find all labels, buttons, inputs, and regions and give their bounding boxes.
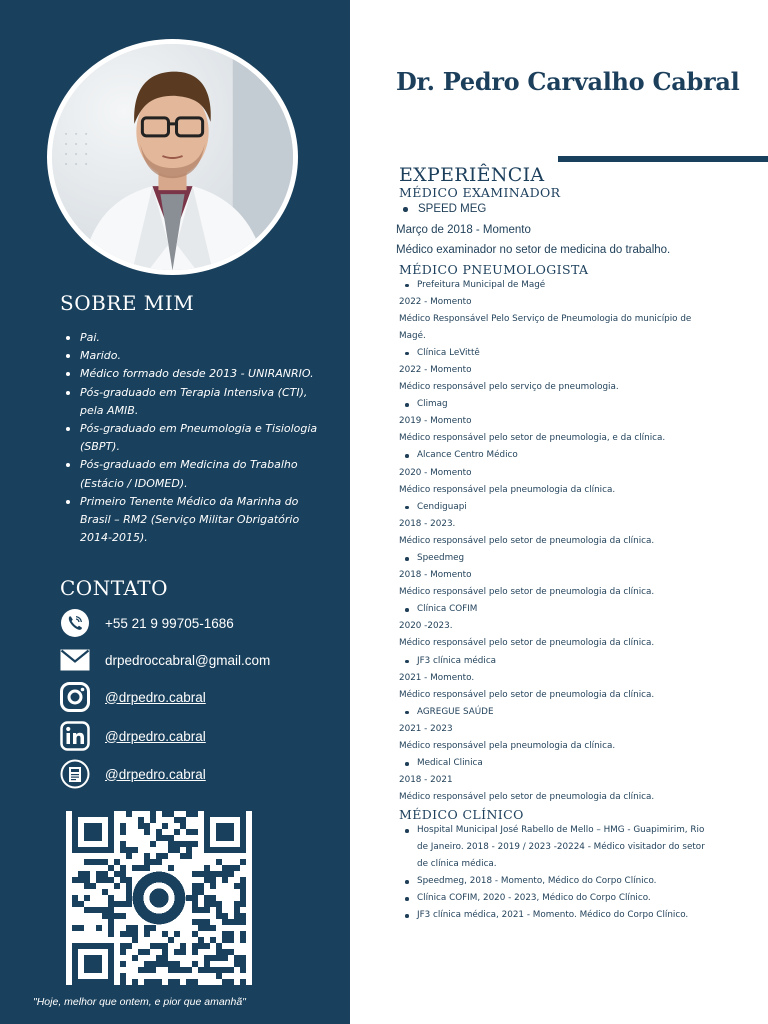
job-place: Clínica COFIM	[399, 601, 756, 618]
job-description: Médico examinador no setor de medicina do trabalho.	[396, 244, 671, 256]
job-period: Março de 2018 - Momento	[396, 223, 531, 236]
contact-instagram[interactable]	[60, 682, 206, 712]
job-period: 2020 - Momento	[399, 467, 472, 478]
instagram-icon	[60, 682, 90, 712]
about-item: Marido.	[62, 347, 324, 365]
main-content	[396, 165, 756, 924]
clinico-item: Hospital Municipal José Rabello de Mello – HMG - Guapimirim, Rio de Janeiro. 2018 - 2019 / 2023 -20224 - Médico visitador do setor de clínica médica.	[399, 822, 716, 873]
role-pneumologista: MÉDICO PNEUMOLOGISTA	[399, 261, 589, 277]
phone-icon	[60, 608, 90, 638]
job-description: Médico responsável pelo serviço de pneumologia.	[399, 382, 619, 393]
job-place: Climag	[399, 396, 756, 413]
job-period: 2018 - Momento	[399, 570, 472, 581]
about-item: Pós-graduado em Terapia Intensiva (CTI), pela AMIB.	[62, 384, 324, 420]
job-place: Clínica LeVittê	[399, 345, 756, 362]
site-link[interactable]: @drpedro.cabral	[105, 766, 206, 782]
email-text: drpedroccabral@gmail.com	[105, 652, 271, 668]
clinico-item: JF3 clínica médica, 2021 - Momento. Médico do Corpo Clínico.	[399, 907, 716, 924]
job-place: Medical Clinica	[399, 755, 756, 772]
role-examinador: MÉDICO EXAMINADOR	[399, 185, 561, 200]
job-place: Alcance Centro Médico	[399, 447, 756, 464]
clinico-item: Speedmeg, 2018 - Momento, Médico do Corpo Clínico.	[399, 873, 716, 890]
job-description: Médico Responsável Pelo Serviço de Pneumologia do município de Magé.	[399, 313, 692, 341]
contact-heading: CONTATO	[60, 576, 169, 600]
job-period: 2018 - 2023.	[399, 518, 456, 529]
job-entry	[399, 755, 756, 806]
job-description: Médico responsável pelo setor de pneumologia da clínica.	[399, 535, 655, 546]
job-entry	[399, 601, 756, 652]
job-period: 2021 - 2023	[399, 723, 453, 734]
job-description: Médico responsável pelo setor de pneumologia da clínica.	[399, 638, 655, 649]
sidebar	[0, 0, 350, 1024]
job-entry	[399, 396, 756, 447]
job-place: JF3 clínica médica	[399, 653, 756, 670]
about-item: Pai.	[62, 329, 324, 347]
job-company: SPEED MEG	[396, 199, 756, 220]
pneumologista-jobs	[396, 277, 756, 807]
role-clinico: MÉDICO CLÍNICO	[399, 807, 524, 823]
qr-code-image	[66, 811, 252, 985]
job-place: Cendiguapi	[399, 499, 756, 516]
job-place: AGREGUE SAÚDE	[399, 704, 756, 721]
job-description: Médico responsável pela pneumologia da clínica.	[399, 484, 616, 495]
job-entry	[399, 550, 756, 601]
contact-site[interactable]	[60, 759, 206, 789]
job-description: Médico responsável pela pneumologia da clínica.	[399, 741, 616, 752]
job-period: 2021 - Momento.	[399, 672, 475, 683]
qr-code[interactable]	[60, 805, 258, 991]
job-entry	[399, 277, 756, 345]
about-item: Pós-graduado em Medicina do Trabalho (Estácio / IDOMED).	[62, 456, 324, 492]
contact-linkedin[interactable]	[60, 721, 206, 751]
portrait-image	[52, 44, 293, 270]
contact-email[interactable]	[60, 645, 270, 675]
person-name: Dr. Pedro Carvalho Cabral	[396, 67, 740, 96]
job-description: Médico responsável pelo setor de pneumologia da clínica.	[399, 587, 655, 598]
about-heading: SOBRE MIM	[60, 291, 195, 315]
job-entry	[399, 499, 756, 550]
job-entry	[399, 345, 756, 396]
job-description: Médico responsável pelo setor de pneumologia, e da clínica.	[399, 433, 666, 444]
mail-icon	[60, 645, 90, 675]
linkedin-link[interactable]: @drpedro.cabral	[105, 728, 206, 744]
accent-bar	[558, 156, 768, 162]
phone-text: +55 21 9 99705-1686	[105, 615, 234, 631]
job-description: Médico responsável pelo setor de pneumologia da clínica.	[399, 689, 655, 700]
document-icon	[60, 759, 90, 789]
job-entry	[399, 447, 756, 498]
clinico-list	[396, 822, 716, 924]
job-description: Médico responsável pelo setor de pneumologia da clínica.	[399, 792, 655, 803]
job-place: Speedmeg	[399, 550, 756, 567]
linkedin-icon	[60, 721, 90, 751]
about-item: Pós-graduado em Pneumologia e Tisiologia (SBPT).	[62, 420, 324, 456]
footer-quote: "Hoje, melhor que ontem, e pior que amanhã"	[33, 996, 246, 1008]
job-entry	[399, 704, 756, 755]
job-period: 2022 - Momento	[399, 296, 472, 307]
profile-photo	[47, 39, 298, 275]
job-place: Prefeitura Municipal de Magé	[399, 277, 756, 294]
examinador-job	[396, 199, 756, 261]
contact-phone[interactable]	[60, 608, 234, 638]
instagram-link[interactable]: @drpedro.cabral	[105, 689, 206, 705]
job-period: 2018 - 2021	[399, 775, 453, 786]
job-period: 2019 - Momento	[399, 416, 472, 427]
about-list	[62, 329, 324, 547]
experience-heading: EXPERIÊNCIA	[399, 164, 545, 186]
about-item: Primeiro Tenente Médico da Marinha do Brasil – RM2 (Serviço Militar Obrigatório 2014-2015).	[62, 493, 324, 548]
job-entry	[399, 653, 756, 704]
job-period: 2022 - Momento	[399, 364, 472, 375]
clinico-item: Clínica COFIM, 2020 - 2023, Médico do Corpo Clínico.	[399, 890, 716, 907]
job-period: 2020 -2023.	[399, 621, 453, 632]
about-item: Médico formado desde 2013 - UNIRANRIO.	[62, 365, 324, 383]
